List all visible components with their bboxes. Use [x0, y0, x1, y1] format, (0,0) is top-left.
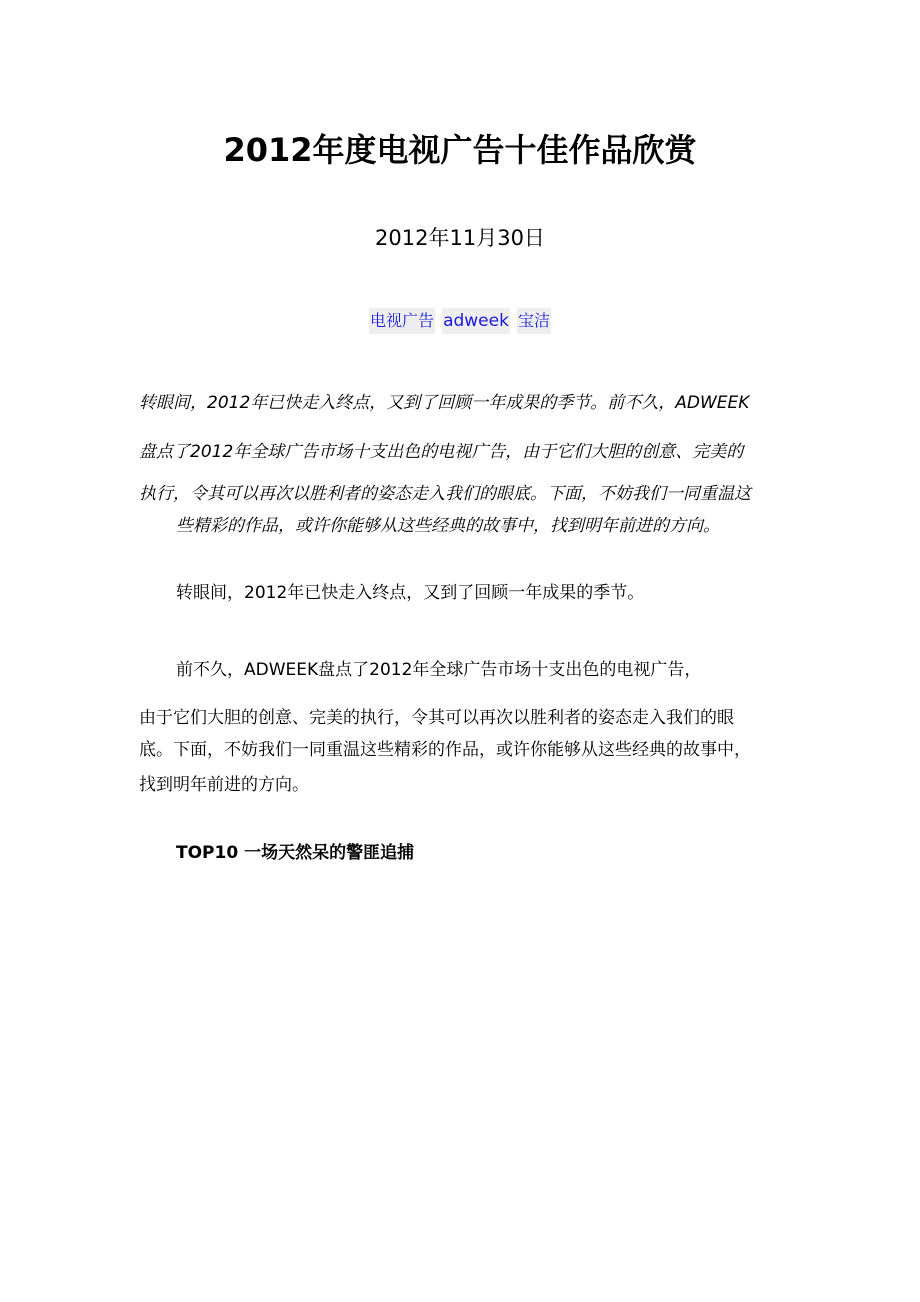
paragraph-text: 转眼间，2012年已快走入终点，又到了回顾一年成果的季节。 — [176, 583, 645, 603]
intro-line: 执行，令其可以再次以胜利者的姿态走入我们的眼底。下面，不妨我们一同重温这 — [139, 484, 751, 504]
page-title: 2012年度电视广告十佳作品欣赏 — [223, 131, 697, 169]
publish-date: 2012年11月30日 — [375, 226, 545, 250]
intro-line: 些精彩的作品，或许你能够从这些经典的故事中，找到明年前进的方向。 — [176, 516, 720, 536]
paragraph-text: 找到明年前进的方向。 — [139, 775, 309, 795]
section-heading: TOP10 一场天然呆的警匪追捕 — [176, 843, 415, 863]
tag-tv-ads[interactable]: 电视广告 — [369, 308, 435, 334]
paragraph-text: 前不久，ADWEEK盘点了2012年全球广告市场十支出色的电视广告， — [176, 660, 702, 680]
tag-list — [0, 308, 920, 334]
paragraph-text: 由于它们大胆的创意、完美的执行，令其可以再次以胜利者的姿态走入我们的眼 — [139, 708, 734, 728]
intro-line: 盘点了2012年全球广告市场十支出色的电视广告，由于它们大胆的创意、完美的 — [139, 442, 744, 462]
tag-adweek[interactable]: adweek — [442, 308, 510, 334]
tag-procter-gamble[interactable]: 宝洁 — [517, 308, 551, 334]
paragraph-text: 底。下面，不妨我们一同重温这些精彩的作品，或许你能够从这些经典的故事中， — [139, 740, 751, 760]
intro-line: 转眼间，2012年已快走入终点，又到了回顾一年成果的季节。前不久，ADWEEK — [139, 393, 750, 413]
